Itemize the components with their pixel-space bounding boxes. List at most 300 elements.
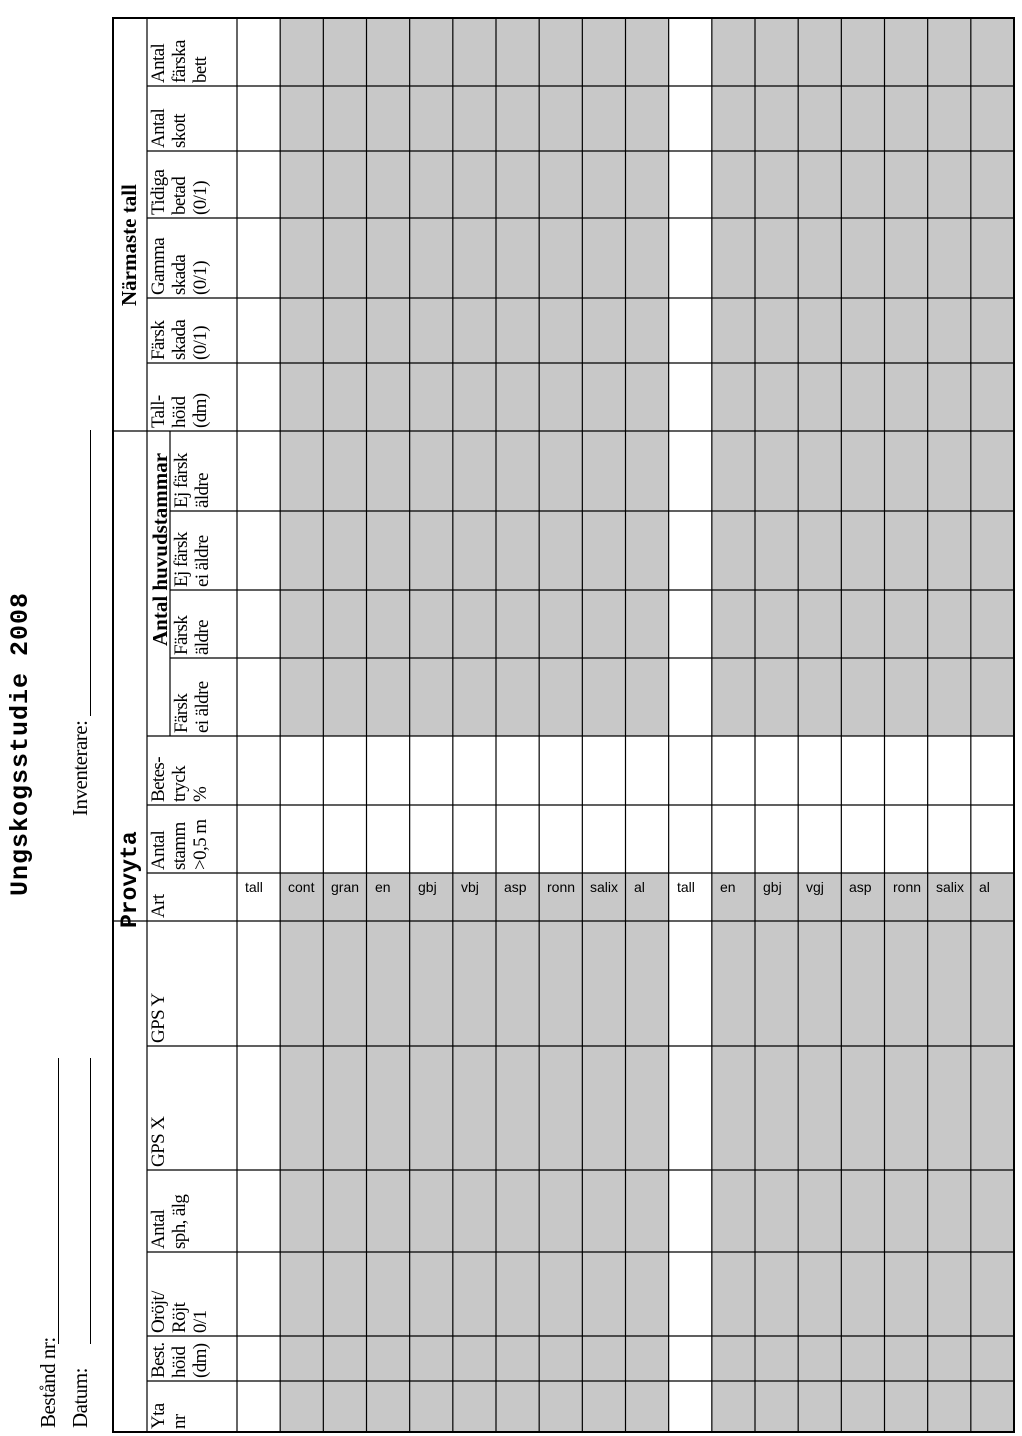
table-cell[interactable]: [539, 1170, 582, 1252]
table-cell[interactable]: [798, 511, 841, 590]
table-cell[interactable]: [885, 363, 928, 431]
table-cell[interactable]: [885, 805, 928, 873]
table-cell[interactable]: [280, 1336, 323, 1381]
table-cell[interactable]: [539, 86, 582, 151]
table-cell[interactable]: [798, 18, 841, 86]
table-cell[interactable]: [669, 363, 712, 431]
table-cell[interactable]: [626, 658, 669, 736]
table-cell[interactable]: [539, 1252, 582, 1336]
table-cell[interactable]: [755, 736, 798, 805]
table-cell[interactable]: [453, 511, 496, 590]
table-cell[interactable]: [798, 736, 841, 805]
table-cell[interactable]: [755, 431, 798, 511]
table-cell[interactable]: [367, 590, 410, 658]
table-cell[interactable]: [496, 736, 539, 805]
table-cell[interactable]: [237, 1252, 280, 1336]
table-cell[interactable]: [798, 218, 841, 298]
table-cell[interactable]: [453, 805, 496, 873]
table-cell[interactable]: [582, 151, 625, 218]
table-cell[interactable]: [755, 1046, 798, 1170]
table-cell[interactable]: [755, 218, 798, 298]
table-cell[interactable]: [798, 1336, 841, 1381]
table-cell[interactable]: [626, 86, 669, 151]
table-cell[interactable]: [971, 805, 1014, 873]
table-cell[interactable]: [971, 1046, 1014, 1170]
table-cell[interactable]: [539, 658, 582, 736]
table-cell[interactable]: [539, 151, 582, 218]
table-cell[interactable]: [323, 1046, 366, 1170]
table-cell[interactable]: [971, 18, 1014, 86]
table-cell[interactable]: [928, 151, 971, 218]
table-cell[interactable]: [237, 658, 280, 736]
table-cell[interactable]: [885, 1046, 928, 1170]
table-cell[interactable]: [841, 1046, 884, 1170]
table-cell[interactable]: [410, 86, 453, 151]
table-cell[interactable]: [971, 590, 1014, 658]
table-cell[interactable]: [367, 86, 410, 151]
table-cell[interactable]: [798, 1046, 841, 1170]
table-cell[interactable]: [712, 86, 755, 151]
table-cell[interactable]: [323, 298, 366, 363]
table-cell[interactable]: [841, 363, 884, 431]
table-cell[interactable]: [798, 86, 841, 151]
table-cell[interactable]: [323, 1336, 366, 1381]
table-cell[interactable]: [928, 921, 971, 1046]
table-cell[interactable]: [928, 511, 971, 590]
table-cell[interactable]: [453, 363, 496, 431]
table-cell[interactable]: [712, 218, 755, 298]
table-cell[interactable]: [885, 1170, 928, 1252]
table-cell[interactable]: [410, 736, 453, 805]
table-cell[interactable]: [496, 1381, 539, 1432]
table-cell[interactable]: [280, 511, 323, 590]
table-cell[interactable]: [928, 805, 971, 873]
table-cell[interactable]: [841, 431, 884, 511]
table-cell[interactable]: [323, 736, 366, 805]
table-cell[interactable]: [323, 805, 366, 873]
table-cell[interactable]: [496, 1252, 539, 1336]
table-cell[interactable]: [712, 658, 755, 736]
table-cell[interactable]: [971, 1252, 1014, 1336]
table-cell[interactable]: [669, 1046, 712, 1170]
table-cell[interactable]: [280, 218, 323, 298]
table-cell[interactable]: [626, 18, 669, 86]
table-cell[interactable]: [755, 805, 798, 873]
table-cell[interactable]: [237, 363, 280, 431]
table-cell[interactable]: [928, 86, 971, 151]
table-cell[interactable]: [539, 298, 582, 363]
table-cell[interactable]: [841, 86, 884, 151]
table-cell[interactable]: [626, 736, 669, 805]
table-cell[interactable]: [971, 218, 1014, 298]
table-cell[interactable]: [928, 431, 971, 511]
table-cell[interactable]: [582, 218, 625, 298]
table-cell[interactable]: [798, 590, 841, 658]
table-cell[interactable]: [539, 511, 582, 590]
table-cell[interactable]: [626, 873, 669, 921]
table-cell[interactable]: [367, 805, 410, 873]
table-cell[interactable]: [237, 590, 280, 658]
table-cell[interactable]: [669, 736, 712, 805]
table-cell[interactable]: [410, 363, 453, 431]
table-cell[interactable]: [280, 151, 323, 218]
table-cell[interactable]: [669, 1170, 712, 1252]
table-cell[interactable]: [798, 1252, 841, 1336]
table-cell[interactable]: [367, 921, 410, 1046]
table-cell[interactable]: [582, 1336, 625, 1381]
table-cell[interactable]: [582, 805, 625, 873]
table-cell[interactable]: [712, 363, 755, 431]
table-cell[interactable]: [755, 1252, 798, 1336]
table-cell[interactable]: [798, 363, 841, 431]
table-cell[interactable]: [712, 298, 755, 363]
table-cell[interactable]: [539, 1381, 582, 1432]
table-cell[interactable]: [453, 218, 496, 298]
table-cell[interactable]: [323, 151, 366, 218]
table-cell[interactable]: [885, 736, 928, 805]
table-cell[interactable]: [755, 363, 798, 431]
table-cell[interactable]: [798, 805, 841, 873]
table-cell[interactable]: [582, 921, 625, 1046]
table-cell[interactable]: [885, 431, 928, 511]
table-cell[interactable]: [712, 921, 755, 1046]
table-cell[interactable]: [582, 298, 625, 363]
table-cell[interactable]: [280, 363, 323, 431]
table-cell[interactable]: [539, 736, 582, 805]
table-cell[interactable]: [928, 1046, 971, 1170]
table-cell[interactable]: [885, 658, 928, 736]
table-cell[interactable]: [669, 805, 712, 873]
table-cell[interactable]: [841, 18, 884, 86]
table-cell[interactable]: [496, 1170, 539, 1252]
table-cell[interactable]: [971, 1381, 1014, 1432]
table-cell[interactable]: [453, 1336, 496, 1381]
table-cell[interactable]: [280, 1381, 323, 1432]
table-cell[interactable]: [237, 1046, 280, 1170]
table-cell[interactable]: [582, 18, 625, 86]
table-cell[interactable]: [539, 218, 582, 298]
table-cell[interactable]: [669, 218, 712, 298]
table-cell[interactable]: [755, 151, 798, 218]
table-cell[interactable]: [410, 151, 453, 218]
table-cell[interactable]: [582, 511, 625, 590]
table-cell[interactable]: [453, 86, 496, 151]
table-cell[interactable]: [367, 431, 410, 511]
table-cell[interactable]: [885, 921, 928, 1046]
table-cell[interactable]: [669, 1381, 712, 1432]
table-cell[interactable]: [626, 1381, 669, 1432]
table-cell[interactable]: [237, 805, 280, 873]
table-cell[interactable]: [453, 1046, 496, 1170]
table-cell[interactable]: [928, 363, 971, 431]
table-cell[interactable]: [237, 18, 280, 86]
table-cell[interactable]: [496, 218, 539, 298]
table-cell[interactable]: [323, 18, 366, 86]
table-cell[interactable]: [496, 18, 539, 86]
table-cell[interactable]: [539, 431, 582, 511]
table-cell[interactable]: [280, 18, 323, 86]
table-cell[interactable]: [928, 1336, 971, 1381]
table-cell[interactable]: [626, 1046, 669, 1170]
table-cell[interactable]: [755, 658, 798, 736]
table-cell[interactable]: [971, 1336, 1014, 1381]
table-cell[interactable]: [323, 511, 366, 590]
table-cell[interactable]: [410, 218, 453, 298]
table-cell[interactable]: [798, 431, 841, 511]
table-cell[interactable]: [755, 1170, 798, 1252]
table-cell[interactable]: [323, 1170, 366, 1252]
table-cell[interactable]: [453, 736, 496, 805]
table-cell[interactable]: [410, 921, 453, 1046]
table-cell[interactable]: [582, 1252, 625, 1336]
table-cell[interactable]: [712, 1381, 755, 1432]
table-cell[interactable]: [841, 1336, 884, 1381]
table-cell[interactable]: [367, 18, 410, 86]
table-cell[interactable]: [928, 18, 971, 86]
table-cell[interactable]: [841, 511, 884, 590]
table-cell[interactable]: [280, 1046, 323, 1170]
table-cell[interactable]: [841, 921, 884, 1046]
table-cell[interactable]: [712, 1252, 755, 1336]
table-cell[interactable]: [841, 1170, 884, 1252]
table-cell[interactable]: [410, 1252, 453, 1336]
table-cell[interactable]: [669, 1336, 712, 1381]
table-cell[interactable]: [582, 1381, 625, 1432]
table-cell[interactable]: [841, 805, 884, 873]
table-cell[interactable]: [755, 921, 798, 1046]
table-cell[interactable]: [496, 431, 539, 511]
table-cell[interactable]: [453, 1252, 496, 1336]
table-cell[interactable]: [323, 1381, 366, 1432]
table-cell[interactable]: [237, 218, 280, 298]
table-cell[interactable]: [323, 363, 366, 431]
table-cell[interactable]: [712, 151, 755, 218]
table-cell[interactable]: [626, 298, 669, 363]
table-cell[interactable]: [885, 1252, 928, 1336]
table-cell[interactable]: [237, 151, 280, 218]
table-cell[interactable]: [928, 1381, 971, 1432]
table-cell[interactable]: [626, 1170, 669, 1252]
table-cell[interactable]: [841, 1252, 884, 1336]
table-cell[interactable]: [626, 151, 669, 218]
table-cell[interactable]: [280, 921, 323, 1046]
table-cell[interactable]: [841, 1381, 884, 1432]
table-cell[interactable]: [323, 86, 366, 151]
table-cell[interactable]: [410, 1170, 453, 1252]
table-cell[interactable]: [669, 86, 712, 151]
table-cell[interactable]: [712, 511, 755, 590]
table-cell[interactable]: [323, 1252, 366, 1336]
table-cell[interactable]: [237, 86, 280, 151]
table-cell[interactable]: [237, 431, 280, 511]
table-cell[interactable]: [496, 1336, 539, 1381]
table-cell[interactable]: [582, 590, 625, 658]
table-cell[interactable]: [410, 590, 453, 658]
table-cell[interactable]: [280, 1252, 323, 1336]
table-cell[interactable]: [841, 218, 884, 298]
table-cell[interactable]: [410, 298, 453, 363]
table-cell[interactable]: [367, 151, 410, 218]
table-cell[interactable]: [928, 218, 971, 298]
table-cell[interactable]: [237, 298, 280, 363]
table-cell[interactable]: [971, 736, 1014, 805]
table-cell[interactable]: [410, 805, 453, 873]
table-cell[interactable]: [453, 921, 496, 1046]
table-cell[interactable]: [971, 873, 1014, 921]
table-cell[interactable]: [280, 658, 323, 736]
table-cell[interactable]: [626, 1336, 669, 1381]
table-cell[interactable]: [885, 511, 928, 590]
table-cell[interactable]: [323, 658, 366, 736]
table-cell[interactable]: [539, 805, 582, 873]
table-cell[interactable]: [539, 363, 582, 431]
table-cell[interactable]: [237, 1336, 280, 1381]
table-cell[interactable]: [496, 298, 539, 363]
table-cell[interactable]: [712, 590, 755, 658]
table-cell[interactable]: [712, 1170, 755, 1252]
table-cell[interactable]: [669, 658, 712, 736]
table-cell[interactable]: [755, 86, 798, 151]
table-cell[interactable]: [626, 805, 669, 873]
table-cell[interactable]: [237, 1381, 280, 1432]
table-cell[interactable]: [669, 1252, 712, 1336]
table-cell[interactable]: [367, 218, 410, 298]
table-cell[interactable]: [539, 1046, 582, 1170]
table-cell[interactable]: [626, 363, 669, 431]
table-cell[interactable]: [971, 86, 1014, 151]
table-cell[interactable]: [410, 431, 453, 511]
table-cell[interactable]: [367, 736, 410, 805]
table-cell[interactable]: [971, 511, 1014, 590]
table-cell[interactable]: [582, 1170, 625, 1252]
table-cell[interactable]: [928, 736, 971, 805]
table-cell[interactable]: [755, 511, 798, 590]
table-cell[interactable]: [410, 1381, 453, 1432]
table-cell[interactable]: [367, 511, 410, 590]
table-cell[interactable]: [712, 736, 755, 805]
table-cell[interactable]: [885, 1381, 928, 1432]
table-cell[interactable]: [496, 511, 539, 590]
table-cell[interactable]: [841, 590, 884, 658]
table-cell[interactable]: [712, 805, 755, 873]
table-cell[interactable]: [971, 921, 1014, 1046]
table-cell[interactable]: [885, 298, 928, 363]
table-cell[interactable]: [885, 218, 928, 298]
table-cell[interactable]: [798, 921, 841, 1046]
table-cell[interactable]: [237, 511, 280, 590]
table-cell[interactable]: [971, 151, 1014, 218]
table-cell[interactable]: [453, 431, 496, 511]
table-cell[interactable]: [323, 218, 366, 298]
table-cell[interactable]: [669, 921, 712, 1046]
table-cell[interactable]: [971, 1170, 1014, 1252]
table-cell[interactable]: [669, 18, 712, 86]
table-cell[interactable]: [453, 590, 496, 658]
table-cell[interactable]: [669, 590, 712, 658]
table-cell[interactable]: [841, 736, 884, 805]
table-cell[interactable]: [496, 363, 539, 431]
table-cell[interactable]: [626, 218, 669, 298]
table-cell[interactable]: [367, 1336, 410, 1381]
table-cell[interactable]: [755, 590, 798, 658]
table-cell[interactable]: [626, 1252, 669, 1336]
table-cell[interactable]: [971, 298, 1014, 363]
table-cell[interactable]: [367, 1046, 410, 1170]
table-cell[interactable]: [410, 1336, 453, 1381]
table-cell[interactable]: [496, 1046, 539, 1170]
table-cell[interactable]: [971, 431, 1014, 511]
table-cell[interactable]: [626, 590, 669, 658]
table-cell[interactable]: [280, 590, 323, 658]
table-cell[interactable]: [669, 298, 712, 363]
table-cell[interactable]: [323, 590, 366, 658]
table-cell[interactable]: [367, 1252, 410, 1336]
table-cell[interactable]: [453, 1170, 496, 1252]
table-cell[interactable]: [539, 921, 582, 1046]
table-cell[interactable]: [453, 658, 496, 736]
table-cell[interactable]: [928, 298, 971, 363]
table-cell[interactable]: [582, 658, 625, 736]
table-cell[interactable]: [410, 511, 453, 590]
table-cell[interactable]: [885, 590, 928, 658]
table-cell[interactable]: [582, 86, 625, 151]
table-cell[interactable]: [237, 1170, 280, 1252]
table-cell[interactable]: [841, 298, 884, 363]
table-cell[interactable]: [755, 1381, 798, 1432]
table-cell[interactable]: [453, 1381, 496, 1432]
table-cell[interactable]: [626, 511, 669, 590]
table-cell[interactable]: [582, 431, 625, 511]
table-cell[interactable]: [367, 363, 410, 431]
table-cell[interactable]: [798, 1170, 841, 1252]
table-cell[interactable]: [410, 658, 453, 736]
table-cell[interactable]: [539, 590, 582, 658]
table-cell[interactable]: [453, 298, 496, 363]
table-cell[interactable]: [626, 431, 669, 511]
table-cell[interactable]: [971, 658, 1014, 736]
table-cell[interactable]: [798, 151, 841, 218]
table-cell[interactable]: [496, 805, 539, 873]
table-cell[interactable]: [885, 86, 928, 151]
table-cell[interactable]: [582, 1046, 625, 1170]
table-cell[interactable]: [280, 1170, 323, 1252]
table-cell[interactable]: [669, 151, 712, 218]
table-cell[interactable]: [280, 805, 323, 873]
table-cell[interactable]: [280, 298, 323, 363]
table-cell[interactable]: [841, 658, 884, 736]
table-cell[interactable]: [410, 18, 453, 86]
table-cell[interactable]: [928, 658, 971, 736]
table-cell[interactable]: [712, 431, 755, 511]
table-cell[interactable]: [928, 1252, 971, 1336]
table-cell[interactable]: [453, 151, 496, 218]
table-cell[interactable]: [410, 1046, 453, 1170]
table-cell[interactable]: [712, 1336, 755, 1381]
table-cell[interactable]: [841, 151, 884, 218]
table-cell[interactable]: [496, 151, 539, 218]
table-cell[interactable]: [367, 658, 410, 736]
table-cell[interactable]: [539, 1336, 582, 1381]
table-cell[interactable]: [582, 363, 625, 431]
table-cell[interactable]: [755, 298, 798, 363]
table-cell[interactable]: [928, 1170, 971, 1252]
table-cell[interactable]: [539, 18, 582, 86]
table-cell[interactable]: [712, 1046, 755, 1170]
table-cell[interactable]: [367, 1381, 410, 1432]
table-cell[interactable]: [496, 86, 539, 151]
table-cell[interactable]: [323, 921, 366, 1046]
table-cell[interactable]: [971, 363, 1014, 431]
